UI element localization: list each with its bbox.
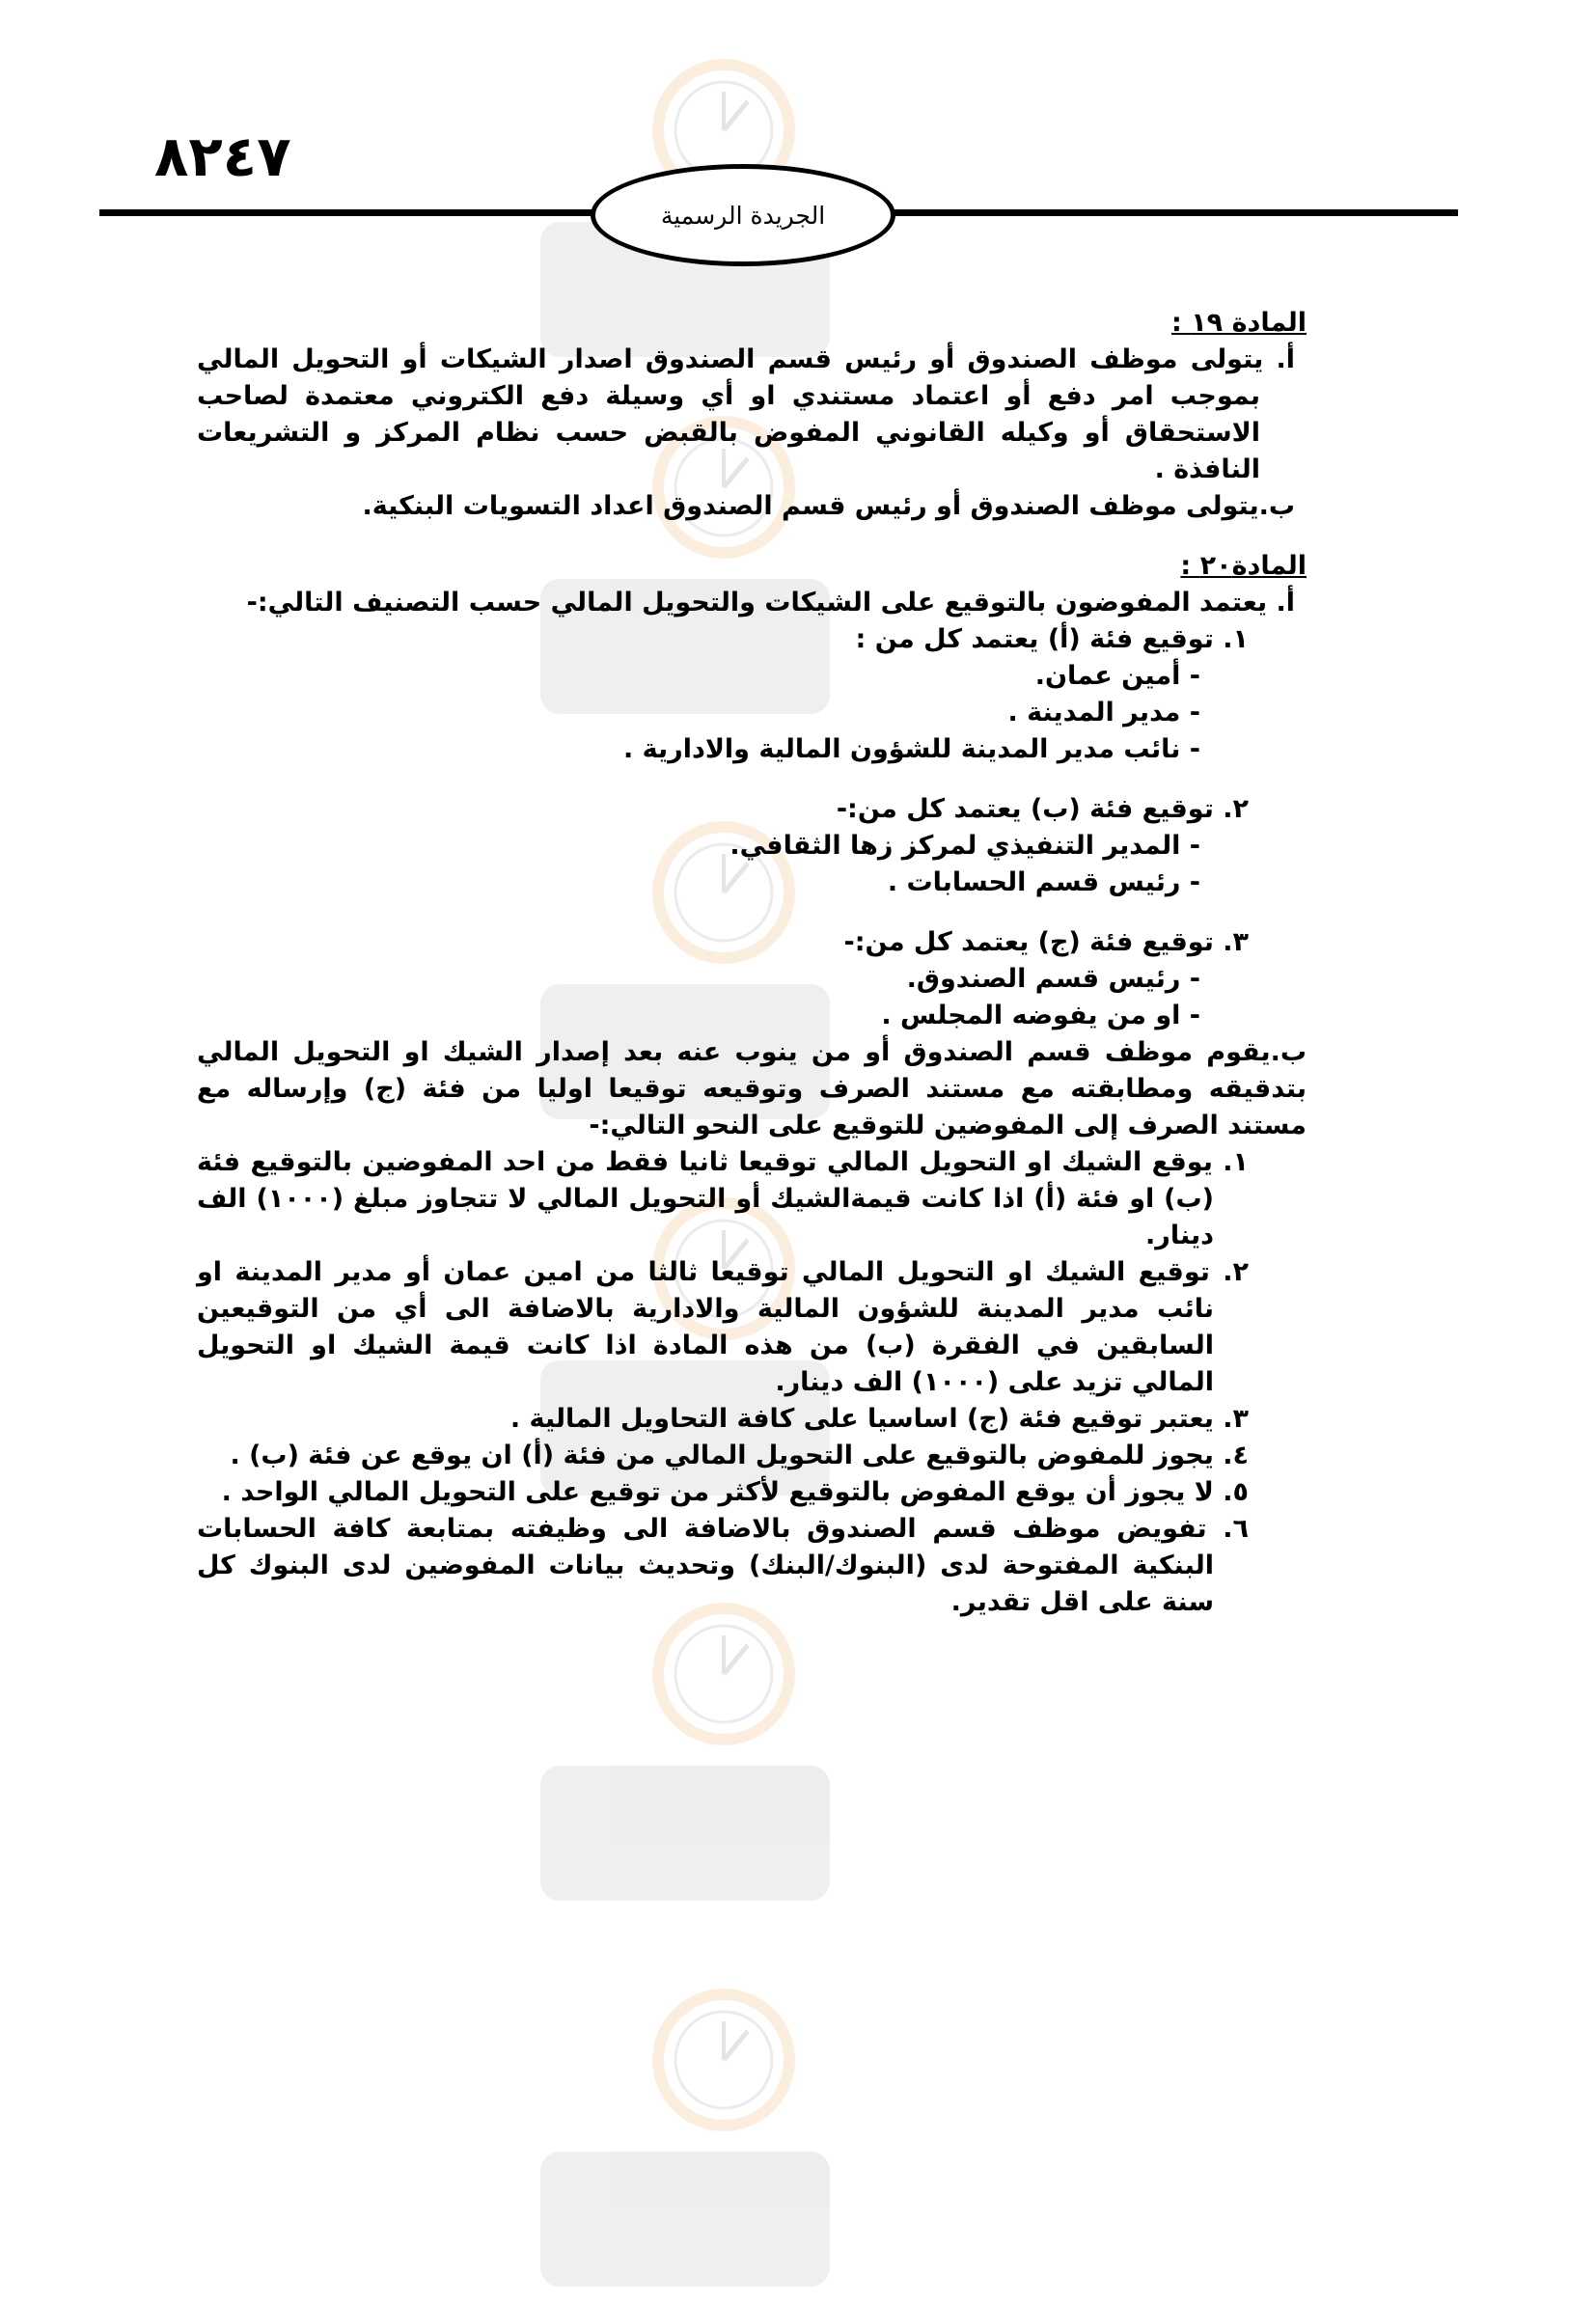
article-20-clause-b: ب.يقوم موظف قسم الصندوق أو من ينوب عنه بعد إصدار الشيك او التحويل المالي بتدقيقه ومطابقته مع مستند الصرف وتوقيعه توقيعا اوليا من فئة (ج) وإرساله مع مستند الصرف إلى المفوضين للتوقيع على النحو التالي:- <box>197 1037 1307 1140</box>
category-c-item: - او من يفوضه المجلس . <box>881 1001 1200 1030</box>
category-b-item: - المدير التنفيذي لمركز زها الثقافي. <box>729 831 1200 861</box>
signing-rule: ٦. تفويض موظف قسم الصندوق بالاضافة الى وظيفته بمتابعة كافة الحسابات البنكية المفتوحة لدى (البنوك/البنك) وتحديث بيانات المفوضين لدى البنوك كل سنة على اقل تقدير. <box>197 1514 1249 1617</box>
article-20-heading: المادة٢٠ : <box>1180 551 1307 581</box>
category-a-item: - مدير المدينة . <box>1007 698 1200 727</box>
article-19-clause-a: أ. يتولى موظف الصندوق أو رئيس قسم الصندوق اصدار الشيكات أو التحويل المالي بموجب امر دفع أو اعتماد مستندي او أي وسيلة دفع الكتروني معتمدة لصاحب الاستحقاق أو وكيله القانوني المفوض بالقبض حسب نظام المركز و التشريعات النافذة . <box>197 344 1295 484</box>
signing-rule: ٢. توقيع الشيك او التحويل المالي توقيعا ثالثا من امين عمان أو مدير المدينة او نائب مدير المدينة للشؤون المالية والادارية بالاضافة الى أي من التوقيعين السابقين في الفقرة (ب) من هذه المادة اذا كانت قيمة الشيك او التحويل المالي تزيد على (١٠٠٠) الف دينار. <box>197 1257 1249 1397</box>
gazette-title: الجريدة الرسمية <box>660 201 826 230</box>
document-body <box>197 305 1307 1621</box>
gazette-title-oval <box>591 164 895 266</box>
category-a-item: - نائب مدير المدينة للشؤون المالية والادارية . <box>623 734 1200 764</box>
category-c-title: ٣. توقيع فئة (ج) يعتمد كل من:- <box>843 927 1249 957</box>
signing-rule: ٥. لا يجوز أن يوقع المفوض بالتوقيع لأكثر من توقيع على التحويل المالي الواحد . <box>221 1477 1249 1507</box>
article-20-clause-a: أ. يعتمد المفوضون بالتوقيع على الشيكات والتحويل المالي حسب التصنيف التالي:- <box>246 588 1295 618</box>
article-19-clause-b: ب.يتولى موظف الصندوق أو رئيس قسم الصندوق اعداد التسويات البنكية. <box>362 491 1295 521</box>
category-a-item: - أمين عمان. <box>1034 661 1200 691</box>
signing-rule: ١. يوقع الشيك او التحويل المالي توقيعا ثانيا فقط من احد المفوضين بالتوقيع فئة (ب) او فئة (أ) اذا كانت قيمةالشيك أو التحويل المالي لا تتجاوز مبلغ (١٠٠٠) الف دينار. <box>197 1147 1249 1250</box>
category-c-item: - رئيس قسم الصندوق. <box>906 964 1200 994</box>
category-a-title: ١. توقيع فئة (أ) يعتمد كل من : <box>855 624 1249 654</box>
category-b-item: - رئيس قسم الحسابات . <box>887 867 1200 897</box>
article-19-heading: المادة ١٩ : <box>1171 308 1307 338</box>
watermark-logo <box>540 1988 830 2306</box>
category-b-title: ٢. توقيع فئة (ب) يعتمد كل من:- <box>836 794 1249 824</box>
signing-rule: ٣. يعتبر توقيع فئة (ج) اساسيا على كافة التحاويل المالية . <box>509 1404 1249 1434</box>
watermark-logo <box>540 1602 830 1920</box>
signing-rule: ٤. يجوز للمفوض بالتوقيع على التحويل المالي من فئة (أ) ان يوقع عن فئة (ب) . <box>230 1441 1249 1470</box>
page-number: ٨٢٤٧ <box>154 124 291 189</box>
